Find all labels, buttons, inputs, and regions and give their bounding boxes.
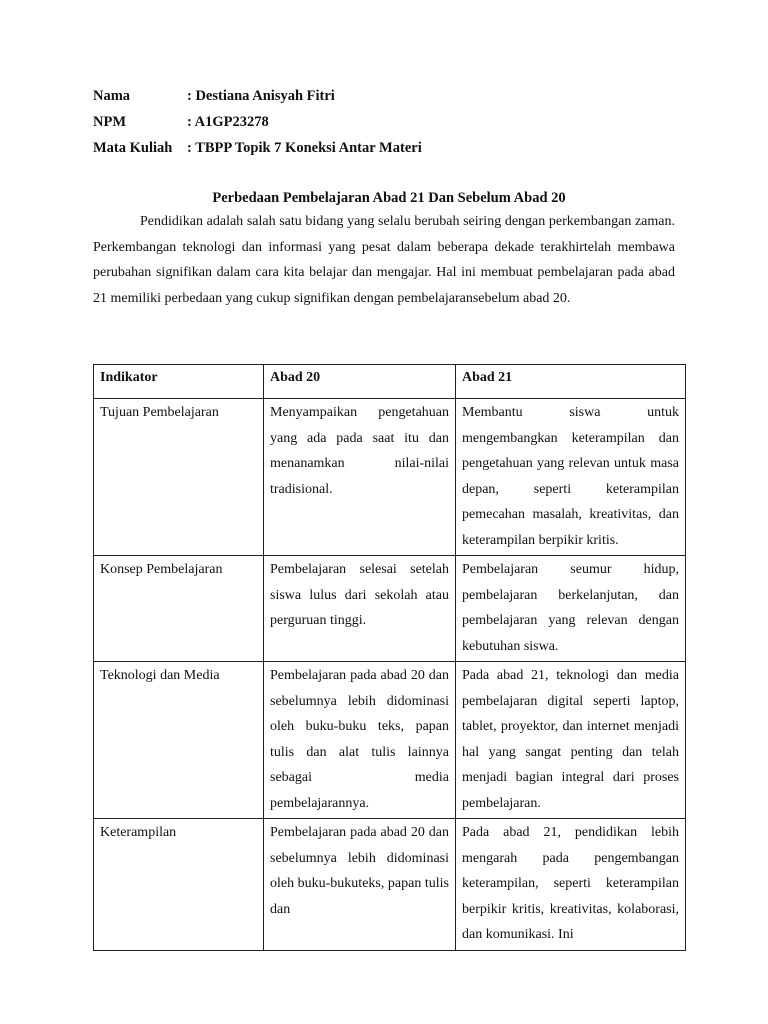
cell-abad-20: Pembelajaran selesai setelah siswa lulus dari sekolah atau perguruan tinggi. — [264, 556, 456, 662]
cell-abad-21: Pada abad 21, pendidikan lebih mengarah pada pengembangan keterampilan, seperti keterampilan berpikir kritis, kreativitas, kolaborasi, dan komunikasi. Ini — [456, 819, 686, 951]
identity-label: NPM — [93, 114, 127, 130]
header-indikator: Indikator — [94, 365, 264, 399]
intro-paragraph: Pendidikan adalah salah satu bidang yang selalu berubah seiring dengan perkembangan zaman. Perkembangan teknologi dan informasi yang pesat dalam beberapa dekade terakhirtelah membawa perubahan signifikan dalam cara kita belajar dan mengajar. Hal ini membuat pembelajaran pada abad 21 memiliki perbedaan yang cukup signifikan dengan pembelajaransebelum abad 20. — [93, 214, 675, 306]
cell-indikator: Konsep Pembelajaran — [94, 556, 264, 662]
identity-row-npm — [93, 112, 422, 138]
identity-value: : TBPP Topik 7 Koneksi Antar Materi — [187, 140, 422, 156]
cell-abad-21: Membantu siswa untuk mengembangkan keterampilan dan pengetahuan yang relevan untuk masa depan, seperti keterampilan pemecahan masalah, kreativitas, dan keterampilan berpikir kritis. — [456, 399, 686, 556]
cell-indikator: Teknologi dan Media — [94, 662, 264, 819]
identity-row-course — [93, 138, 422, 164]
cell-abad-20: Pembelajaran pada abad 20 dan sebelumnya lebih didominasi oleh buku-bukuteks, papan tulis dan — [264, 819, 456, 951]
header-abad-21: Abad 21 — [456, 365, 686, 399]
identity-row-name — [93, 86, 422, 112]
cell-indikator: Keterampilan — [94, 819, 264, 951]
table-row — [94, 662, 686, 819]
table-row — [94, 399, 686, 556]
cell-abad-21: Pembelajaran seumur hidup, pembelajaran berkelanjutan, dan pembelajaran yang relevan dengan kebutuhan siswa. — [456, 556, 686, 662]
identity-value: : Destiana Anisyah Fitri — [187, 88, 335, 104]
header-abad-20: Abad 20 — [264, 365, 456, 399]
table-row — [94, 556, 686, 662]
cell-indikator: Tujuan Pembelajaran — [94, 399, 264, 556]
table-row — [94, 819, 686, 951]
cell-abad-20: Pembelajaran pada abad 20 dan sebelumnya lebih didominasi oleh buku-buku teks, papan tulis dan alat tulis lainnya sebagai media pembelajarannya. — [264, 662, 456, 819]
identity-label: Nama — [93, 88, 131, 104]
identity-block — [93, 86, 422, 164]
identity-label: Mata Kuliah — [93, 140, 173, 156]
comparison-table — [93, 364, 686, 951]
cell-abad-21: Pada abad 21, teknologi dan media pembelajaran digital seperti laptop, tablet, proyektor, dan internet menjadi hal yang sangat penting dan telah menjadi bagian integral dari proses pembelajaran. — [456, 662, 686, 819]
identity-value: : A1GP23278 — [187, 114, 269, 130]
table-header-row — [94, 365, 686, 399]
cell-abad-20: Menyampaikan pengetahuan yang ada pada saat itu dan menanamkan nilai-nilai tradisional. — [264, 399, 456, 556]
document-title: Perbedaan Pembelajaran Abad 21 Dan Sebelum Abad 20 — [212, 190, 566, 206]
